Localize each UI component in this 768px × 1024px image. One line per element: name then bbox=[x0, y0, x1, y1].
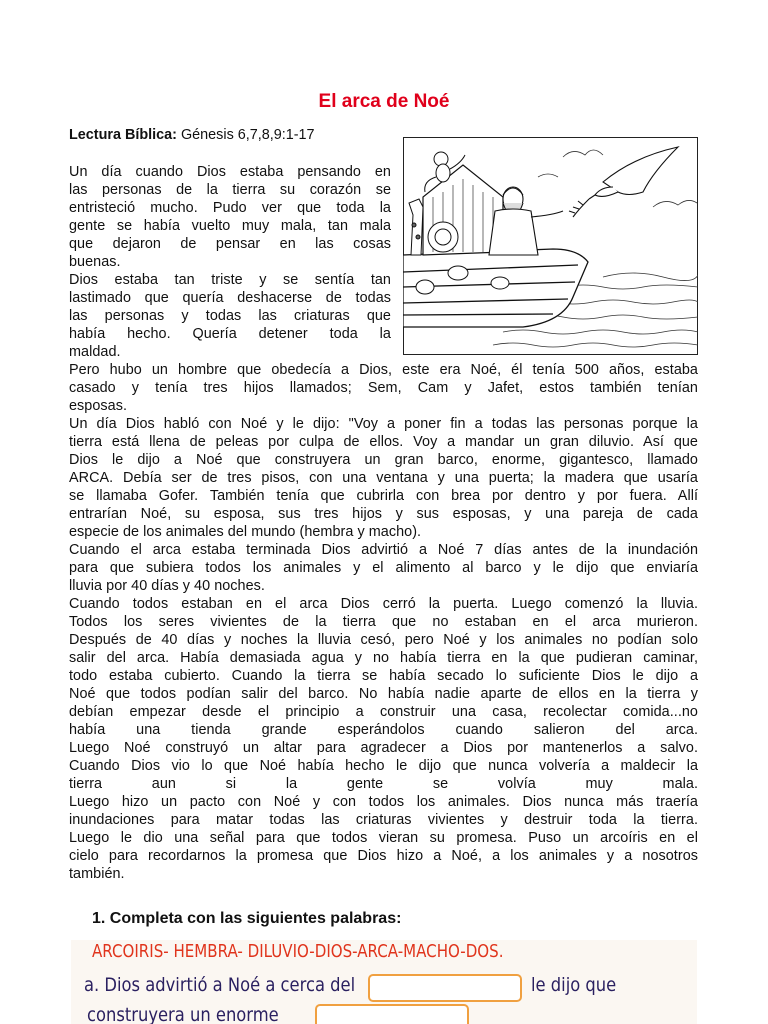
sentence-a-end: le dijo que bbox=[531, 974, 617, 996]
sentence-b-start: construyera un enorme bbox=[87, 1004, 279, 1024]
story-line: Luego le dio una señal para que todos vieran su promesa. Puso un arcoíris en el bbox=[69, 830, 698, 846]
story-line: había una tienda grande esperándolos cuando salieron del arca. bbox=[69, 722, 698, 738]
story-line: ARCA. Debía ser de tres pisos, con una ventana y una puerta; la madera que usaría bbox=[69, 470, 698, 486]
story-line: Después de 40 días y noches la lluvia cesó, pero Noé y los animales no podían solo bbox=[69, 632, 698, 648]
story-line: inundaciones para matar todas las criaturas vivientes y destruir toda la tierra. bbox=[69, 812, 698, 828]
sentence-a-start: a. Dios advirtió a Noé a cerca del bbox=[84, 974, 356, 996]
story-line: para que subiera todos los animales y el alimento al barco y le dijo que enviaría bbox=[69, 560, 698, 576]
story-line: gente se había vuelto muy mala, tan mala bbox=[69, 218, 391, 234]
reading-citation: Génesis 6,7,8,9:1-17 bbox=[176, 127, 315, 143]
story-intro bbox=[69, 163, 391, 361]
story-line: Un día cuando Dios estaba pensando en bbox=[69, 164, 391, 180]
story-line: cielo para recordarnos la promesa que Dios hizo a Noé, a los animales y a nosotros bbox=[69, 848, 698, 864]
story-line: salir del arca. Había demasiada agua y no había tierra en la que pudieran caminar, bbox=[69, 650, 698, 666]
story-line: maldad. bbox=[69, 344, 121, 360]
story-line: que dejaron de pensar en las cosas bbox=[69, 236, 391, 252]
story-line: se llamaba Gofer. También tenía que cubrirla con brea por dentro y por fuera. Allí bbox=[69, 488, 698, 504]
story-line: Cuando Dios vio lo que Noé había hecho le dijo que nunca volvería a maldecir la bbox=[69, 758, 698, 774]
story-line: todo estaba cubierto. Cuando la tierra se había secado lo suficiente Dios le dijo a bbox=[69, 668, 698, 684]
story-line: Luego hizo un pacto con Noé y con todos los animales. Dios nunca más traería bbox=[69, 794, 698, 810]
story-body bbox=[69, 361, 698, 883]
story-line: Luego Noé construyó un altar para agradecer a Dios por mantenerlos a salvo. bbox=[69, 740, 698, 756]
reading-reference bbox=[69, 126, 315, 144]
story-line: había hecho. Quería detener toda la bbox=[69, 326, 391, 342]
story-line: lastimado que quería deshacerse de todas bbox=[69, 290, 391, 306]
story-line: debían empezar desde el principio a construir una casa, recolectar comida...no bbox=[69, 704, 698, 720]
blank-field-a[interactable] bbox=[368, 974, 522, 1002]
story-line: Pero hubo un hombre que obedecía a Dios, este era Noé, él tenía 500 años, estaba bbox=[69, 362, 698, 378]
story-line: Dios estaba tan triste y se sentía tan bbox=[69, 272, 391, 288]
story-line: Noé que todos podían salir del barco. No había nadie aparte de ellos en la tierra y bbox=[69, 686, 698, 702]
story-line: también. bbox=[69, 866, 125, 882]
fill-in-worksheet bbox=[71, 940, 697, 1024]
story-line: Cuando el arca estaba terminada Dios advirtió a Noé 7 días antes de la inundación bbox=[69, 542, 698, 558]
story-line: esposas. bbox=[69, 398, 127, 414]
story-line: especie de los animales del mundo (hembra y macho). bbox=[69, 524, 422, 540]
story-line: tierra está llena de peleas por culpa de ellos. Voy a mandar un gran diluvio. Así que bbox=[69, 434, 698, 450]
story-line: tierra aun si la gente se volvía muy mala. bbox=[69, 776, 698, 792]
exercise-heading: 1. Completa con las siguientes palabras: bbox=[92, 910, 402, 927]
story-line: buenas. bbox=[69, 254, 121, 270]
story-line: Un día Dios habló con Noé y le dijo: "Voy a poner fin a todas las personas porque la bbox=[69, 416, 698, 432]
story-line: entrarían Noé, su esposa, sus tres hijos y sus esposas, y una pareja de cada bbox=[69, 506, 698, 522]
noah-ark-illustration bbox=[403, 137, 698, 355]
story-line: Todos los seres vivientes de la tierra que no estaban en el arca murieron. bbox=[69, 614, 698, 630]
story-line: lluvia por 40 días y 40 noches. bbox=[69, 578, 265, 594]
story-line: casado y tenía tres hijos llamados; Sem, Cam y Jafet, estos también tenían bbox=[69, 380, 698, 396]
story-line: Cuando todos estaban en el arca Dios cerró la puerta. Luego comenzó la lluvia. bbox=[69, 596, 698, 612]
story-line: entristeció mucho. Pudo ver que toda la bbox=[69, 200, 391, 216]
word-bank: ARCOIRIS- HEMBRA- DILUVIO-DIOS-ARCA-MACHO-DOS. bbox=[92, 942, 504, 962]
story-line: las personas y todas las criaturas que bbox=[69, 308, 391, 324]
blank-field-b[interactable] bbox=[315, 1004, 469, 1024]
page-title: El arca de Noé bbox=[318, 91, 450, 112]
reading-label: Lectura Bíblica: bbox=[69, 127, 177, 143]
story-line: las personas de la tierra su corazón se bbox=[69, 182, 391, 198]
story-line: Dios le dijo a Noé que construyera un gran barco, enorme, gigantesco, llamado bbox=[69, 452, 698, 468]
